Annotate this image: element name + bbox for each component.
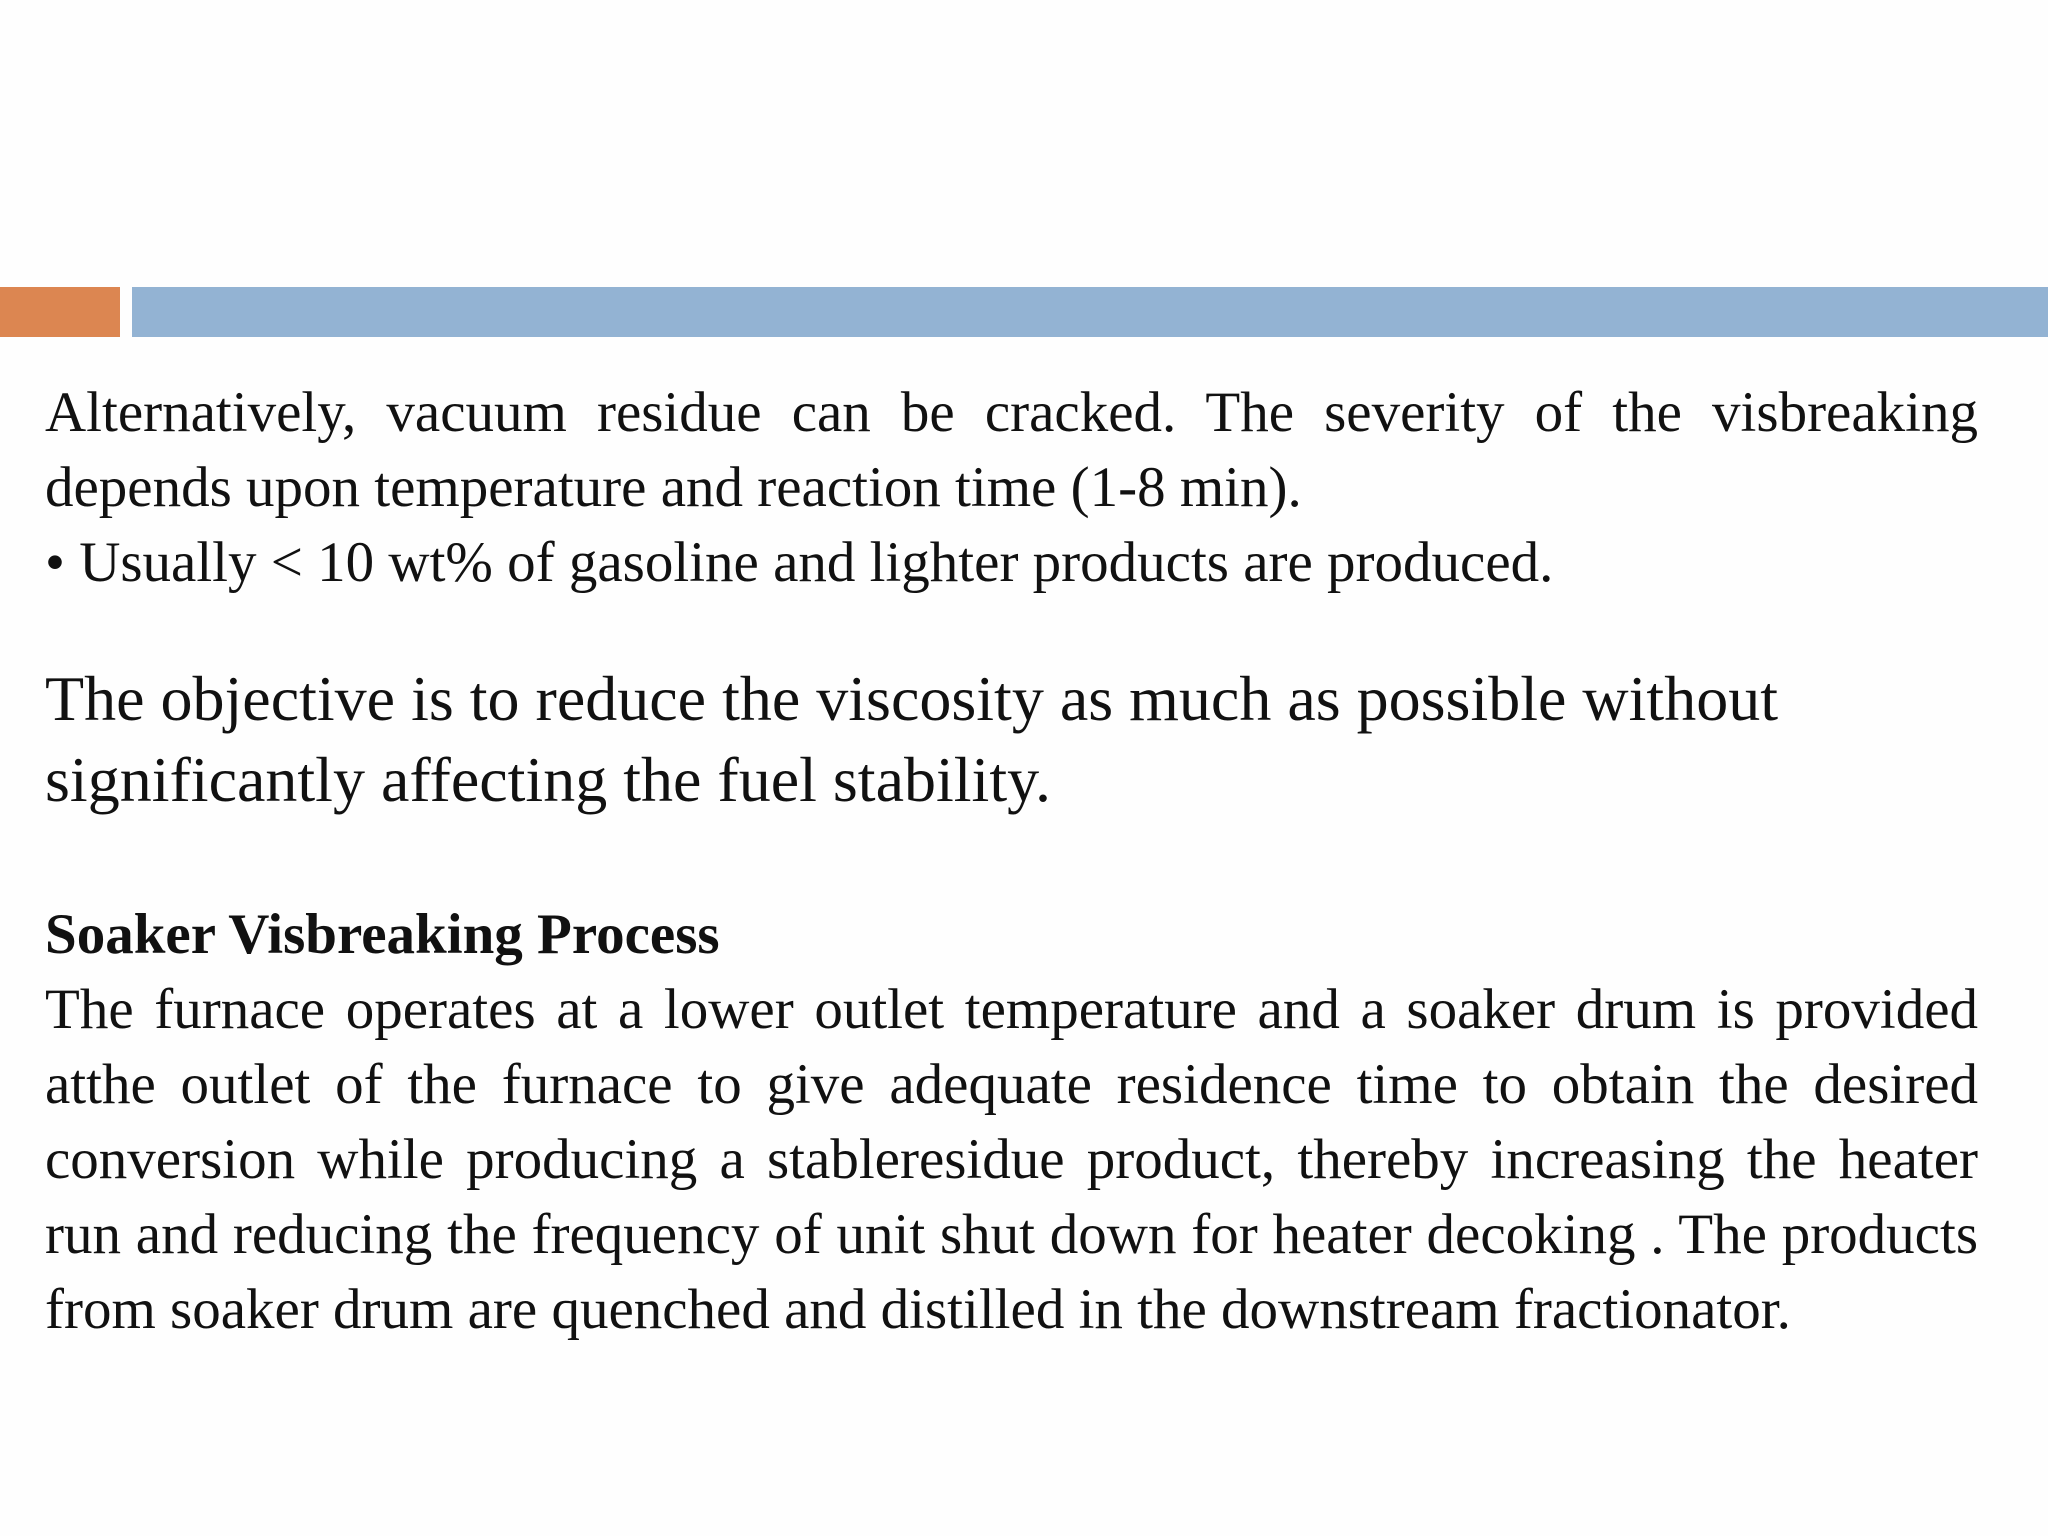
slide-content <box>45 375 1978 1347</box>
title-bar <box>132 287 2048 337</box>
accent-bar <box>0 287 120 337</box>
section-heading: Soaker Visbreaking Process <box>45 903 720 966</box>
bullet-item: • Usually < 10 wt% of gasoline and lighter products are produced. <box>45 531 1554 594</box>
objective-paragraph: The objective is to reduce the viscosity as much as possible without significantly affecting the fuel stability. <box>45 663 1778 815</box>
body-paragraph: The furnace operates at a lower outlet temperature and a soaker drum is provided atthe outlet of the furnace to give adequate residence time to obtain the desired conversion while producing a stableresidue product, thereby increasing the heater run and reducing the frequency of unit shut down for heater decoking . The products from soaker drum are quenched and distilled in the downstream fractionator. <box>45 978 1978 1341</box>
intro-paragraph: Alternatively, vacuum residue can be cracked. The severity of the visbreaking depends upon temperature and reaction time (1-8 min). <box>45 381 1978 519</box>
